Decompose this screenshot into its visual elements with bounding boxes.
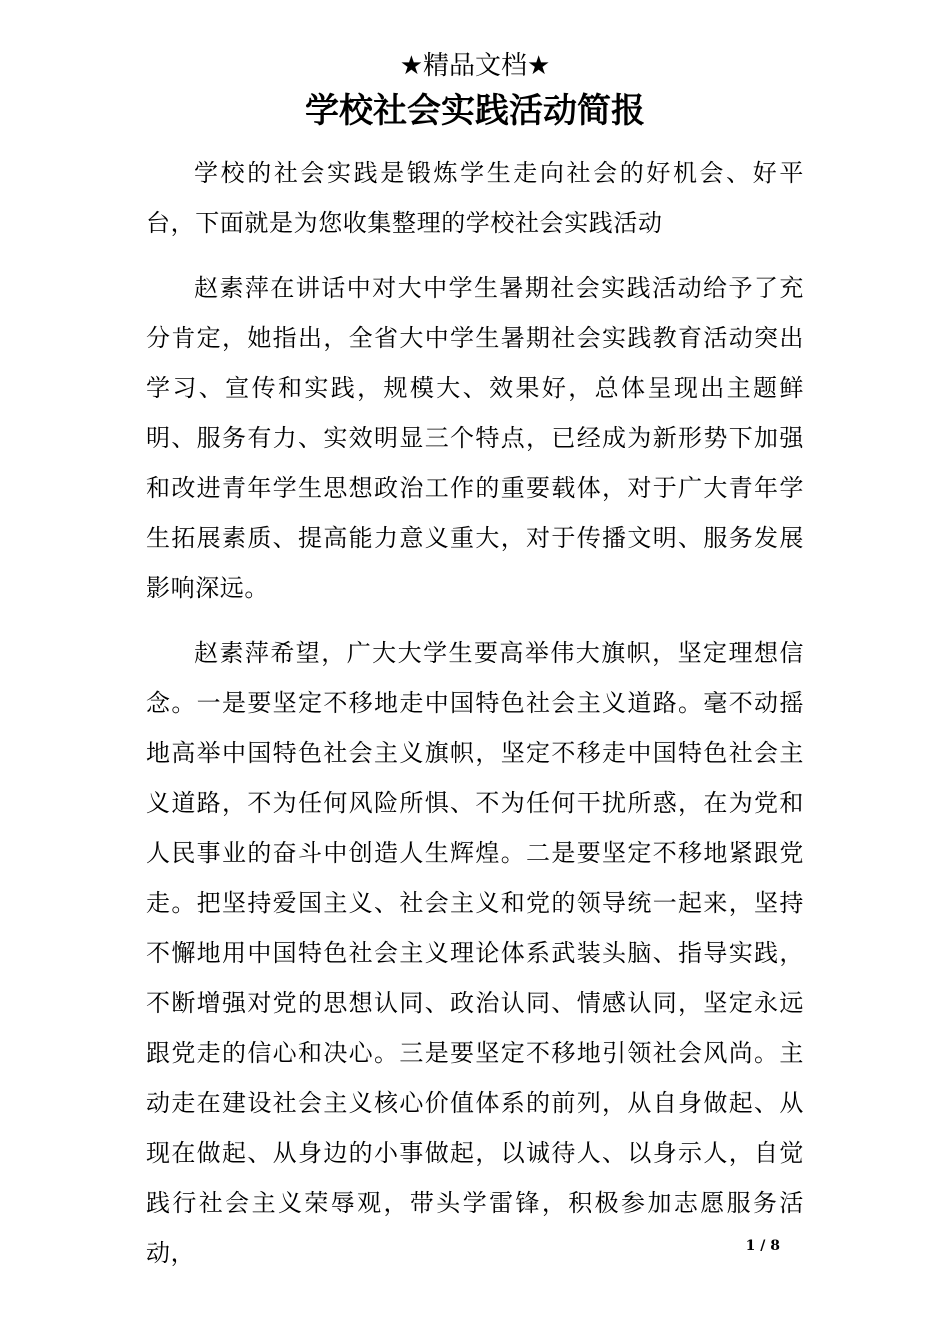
paragraph-intro: 学校的社会实践是锻炼学生走向社会的好机会、好平台，下面就是为您收集整理的学校社会实践活动 xyxy=(146,159,804,237)
header-mark: ★精品文档★ xyxy=(399,51,551,81)
paragraph-speech: 赵素萍在讲话中对大中学生暑期社会实践活动给予了充分肯定，她指出，全省大中学生暑期社会实践教育活动突出学习、宣传和实践，规模大、效果好，总体呈现出主题鲜明、服务有力、实效明显三个特点，已经成为新形势下加强和改进青年学生思想政治工作的重要载体，对于广大青年学生拓展素质、提高能力意义重大，对于传播文明、服务发展影响深远。 xyxy=(146,274,804,602)
page-number: 1 / 8 xyxy=(745,1238,780,1254)
paragraph-hope: 赵素萍希望，广大大学生要高举伟大旗帜，坚定理想信念。一是要坚定不移地走中国特色社会主义道路。毫不动摇地高举中国特色社会主义旗帜，坚定不移走中国特色社会主义道路，不为任何风险所惧、不为任何干扰所惑，在为党和人民事业的奋斗中创造人生辉煌。二是要坚定不移地紧跟党走。把坚持爱国主义、社会主义和党的领导统一起来，坚持不懈地用中国特色社会主义理论体系武装头脑、指导实践，不断增强对党的思想认同、政治认同、情感认同，坚定永远跟党走的信心和决心。三是要坚定不移地引领社会风尚。主动走在建设社会主义核心价值体系的前列，从自身做起、从现在做起、从身边的小事做起，以诚待人、以身示人，自觉践行社会主义荣辱观，带头学雷锋，积极参加志愿服务活动， xyxy=(146,639,804,1267)
document-body xyxy=(146,148,804,1293)
document-title: 学校社会实践活动简报 xyxy=(305,91,645,131)
